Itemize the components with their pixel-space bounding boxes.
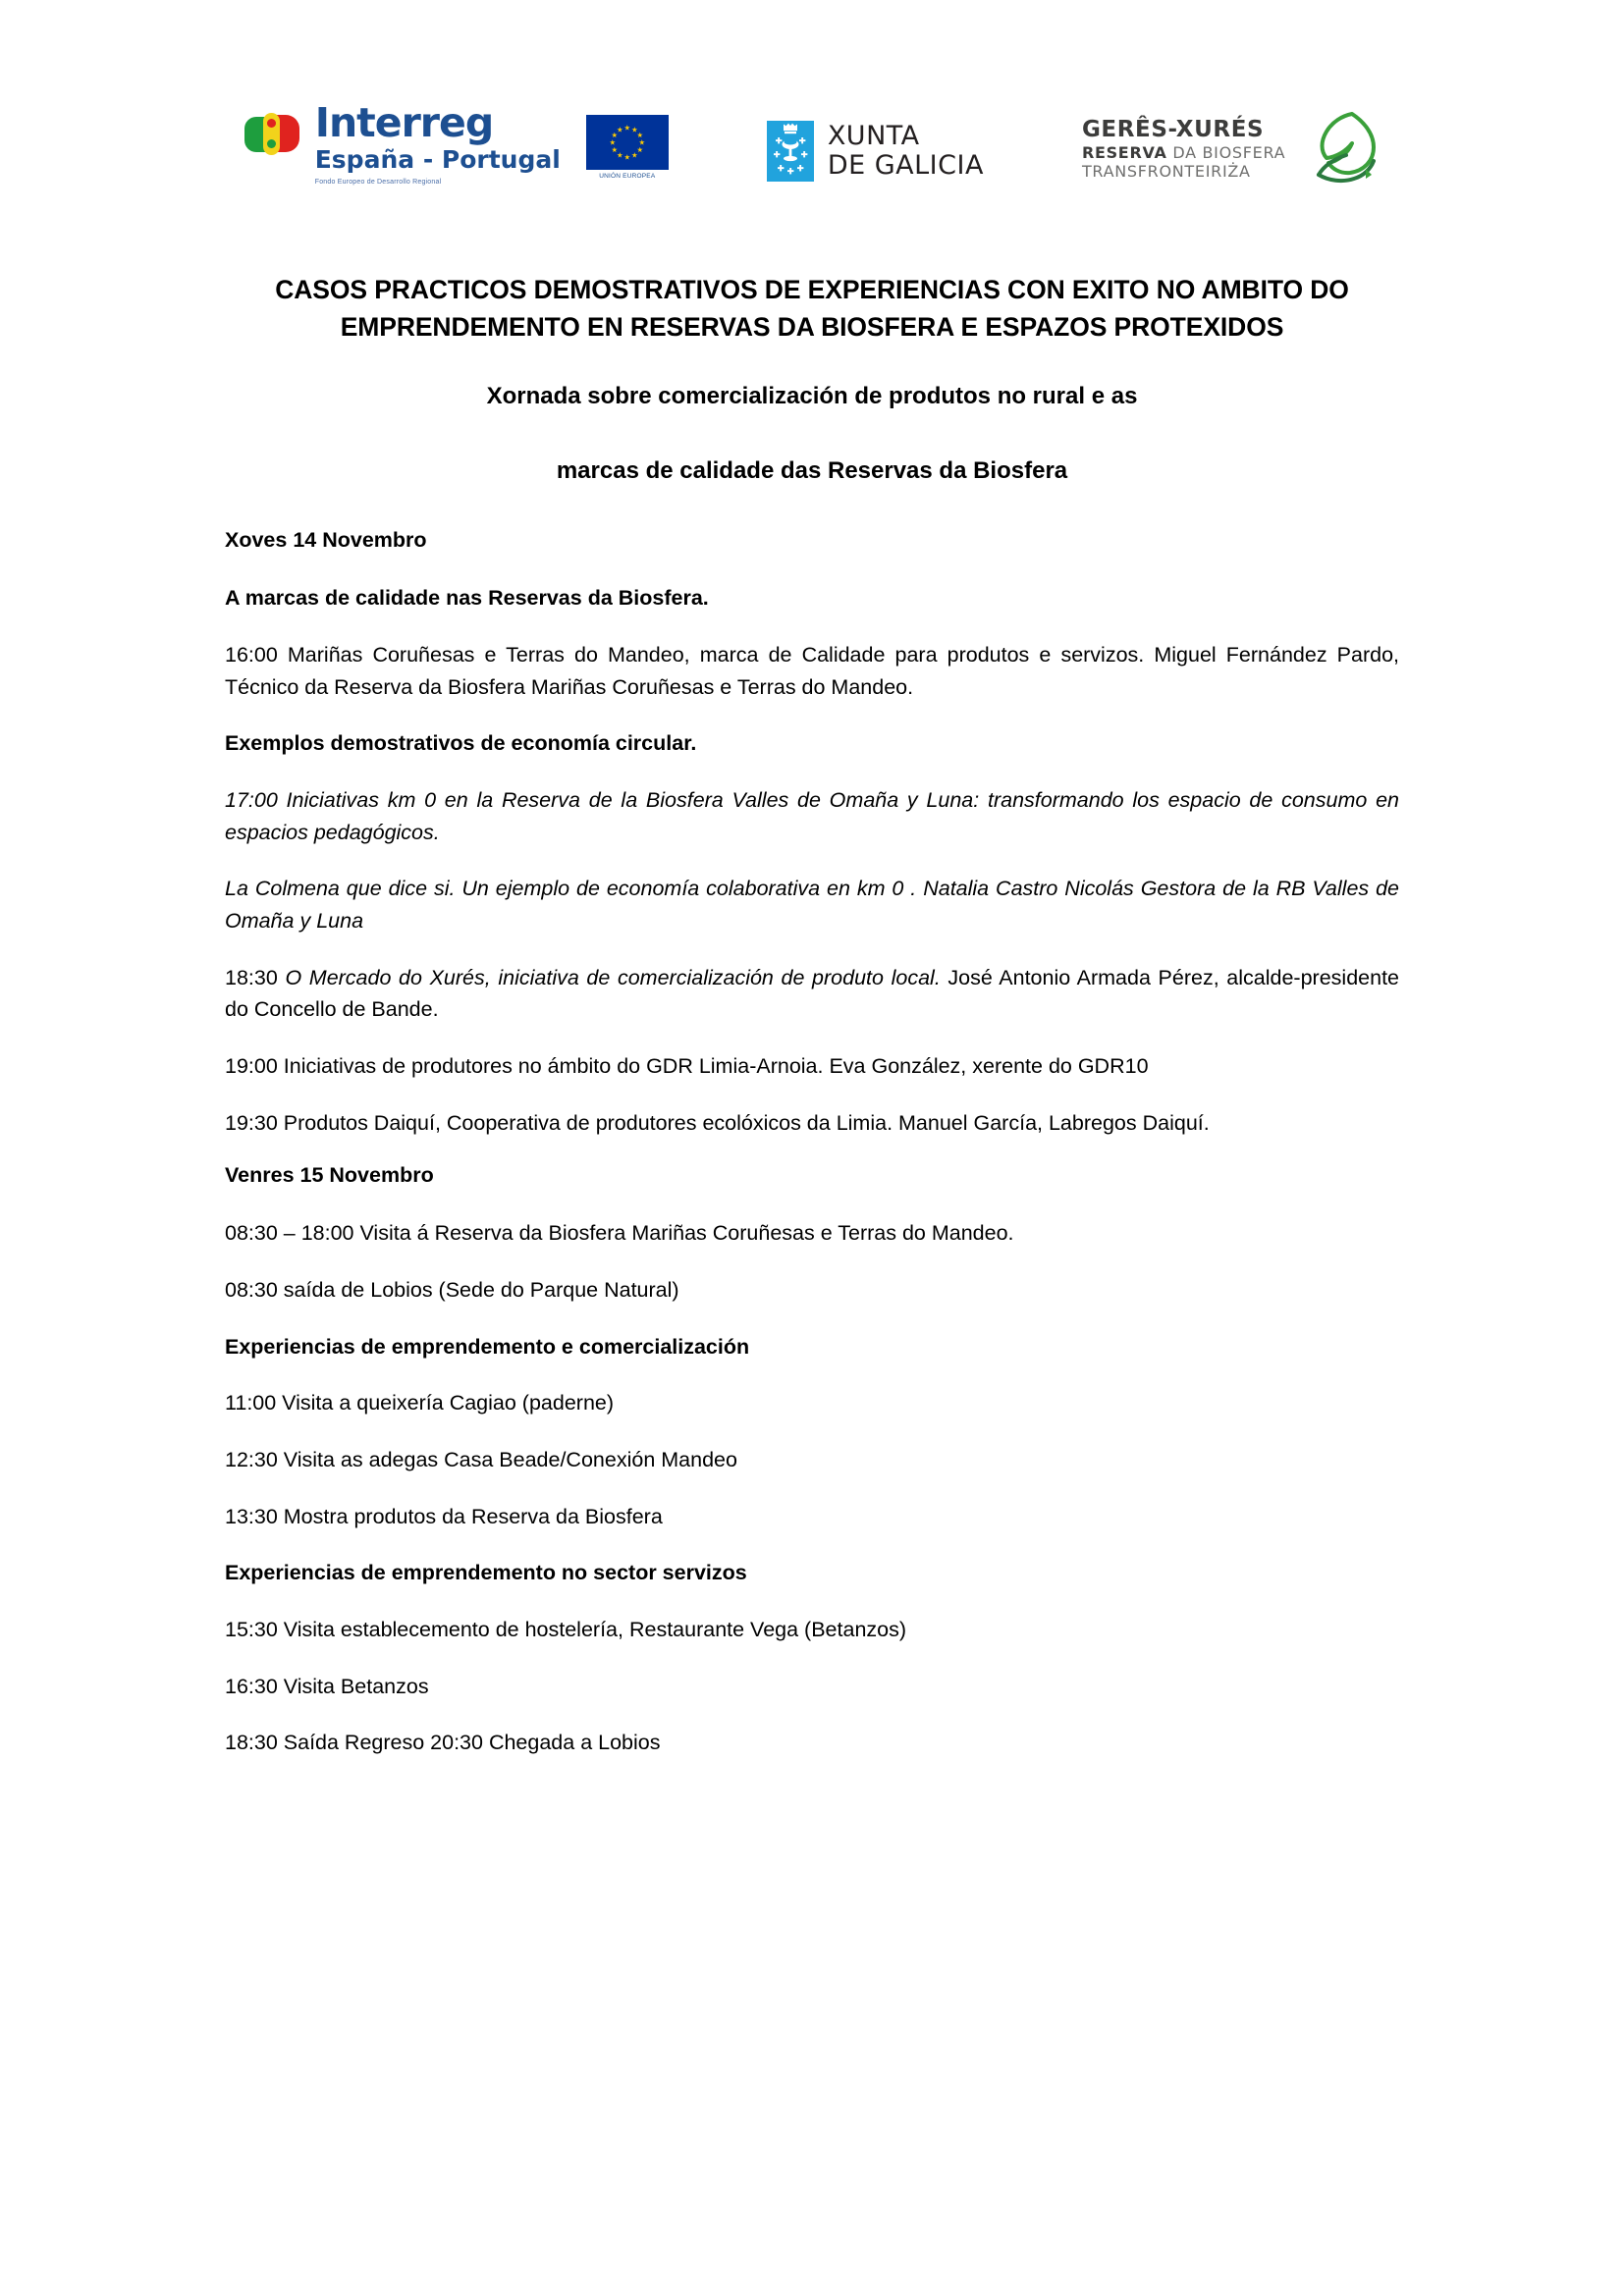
agenda-item-17-00: 17:00 Iniciativas km 0 en la Reserva de la Biosfera Valles de Omaña y Luna: transformando los espacio de consumo en espacios pedagógicos. (225, 787, 1399, 844)
day-heading-thursday: Xoves 14 Novembro (225, 528, 427, 553)
eu-star-icon (617, 152, 623, 158)
agenda-item-13-30: 13:30 Mostra produtos da Reserva da Biosfera (225, 1504, 663, 1528)
eu-star-icon (624, 125, 630, 131)
agenda-item-11-00: 11:00 Visita a queixería Cagiao (paderne) (225, 1391, 615, 1415)
section-heading-marcas: A marcas de calidade nas Reservas da Biosfera. (225, 586, 709, 611)
xunta-line1: XUNTA (827, 120, 920, 151)
agenda-item-15-30: 15:30 Visita establecemento de hostelería, Restaurante Vega (Betanzos) (225, 1618, 907, 1642)
eu-star-icon (612, 133, 618, 138)
eu-emblem (586, 115, 669, 180)
agenda-item-18-30-speaker: José Antonio Armada Pérez, alcalde-presidente do Concello de Bande. (225, 965, 1399, 1022)
agenda-item-18-30 (225, 962, 1399, 1026)
interreg-fineprint: Fondo Europeo de Desarrollo Regional (314, 178, 442, 186)
section-heading-sector-servizos: Experiencias de emprendemento no sector servizos (225, 1561, 747, 1585)
eu-star-icon (637, 133, 643, 138)
day-heading-friday: Venres 15 Novembro (225, 1163, 434, 1188)
eu-star-icon (610, 139, 616, 145)
section-heading-economia-circular: Exemplos demostrativos de economía circular. (225, 731, 697, 756)
geres-xures-logo (1082, 110, 1380, 189)
geres-line2-strong: RESERVA (1081, 142, 1167, 162)
geres-leaf-icon (1295, 110, 1380, 189)
interreg-logo (244, 99, 669, 186)
agenda-item-16-30: 16:30 Visita Betanzos (225, 1674, 429, 1698)
interreg-wordmark (314, 99, 561, 186)
geres-line2 (1082, 143, 1285, 162)
agenda-item-12-30: 12:30 Visita as adegas Casa Beade/Conexión Mandeo (225, 1448, 737, 1471)
subtitle-line-2: marcas de calidade das Reservas da Biosfera (556, 457, 1068, 485)
section-heading-emprendemento-comercializacion: Experiencias de emprendemento e comercialización (225, 1334, 750, 1359)
agenda-item-18-30-time: 18:30 (225, 965, 286, 989)
eu-star-icon (612, 147, 618, 153)
eu-star-icon (617, 127, 623, 133)
xunta-wordmark (828, 122, 984, 181)
interreg-subtitle: España - Portugal (314, 145, 561, 175)
geres-line3: TRANSFRONTEIRIŻA (1081, 161, 1251, 181)
subtitle-line-1: Xornada sobre comercialización de produtos no rural e as (486, 383, 1138, 410)
page-title: CASOS PRACTICOS DEMOSTRATIVOS DE EXPERIENCIAS CON EXITO NO AMBITO DO EMPRENDEMENTO EN RESERVAS DA BIOSFERA E ESPAZOS PROTEXIDOS (275, 275, 1349, 342)
agenda-body (225, 528, 1399, 1759)
agenda-item-19-00: 19:00 Iniciativas de produtores no ámbito do GDR Limia-Arnoia. Eva González, xerente do GDR10 (225, 1053, 1149, 1078)
agenda-item-19-30: 19:30 Produtos Daiquí, Cooperativa de produtores ecolóxicos da Limia. Manuel García, Labregos Daiquí. (225, 1110, 1210, 1135)
logo-band (225, 0, 1399, 198)
interreg-word: Interreg (314, 99, 494, 147)
agenda-item-16-00: 16:00 Mariñas Coruñesas e Terras do Mandeo, marca de Calidade para produtos e servizos. Miguel Fernández Pardo, Técnico da Reserva da Biosfera Mariñas Coruñesas e Terras do Mandeo. (225, 642, 1399, 699)
xunta-line2: DE GALICIA (827, 150, 984, 181)
eu-star-icon (631, 127, 637, 133)
geres-line2-rest: DA BIOSFERA (1166, 142, 1286, 162)
eu-caption: UNIÓN EUROPEA (599, 173, 656, 181)
agenda-item-la-colmena: La Colmena que dice si. Un ejemplo de economía colaborativa en km 0 . Natalia Castro Nicolás Gestora de la RB Valles de Omaña y Luna (225, 877, 1399, 933)
agenda-item-18-30-friday: 18:30 Saída Regreso 20:30 Chegada a Lobios (225, 1731, 661, 1755)
geres-wordmark (1082, 118, 1285, 181)
eu-star-icon (631, 152, 637, 158)
eu-star-icon (624, 154, 630, 160)
agenda-item-08-30-18-00: 08:30 – 18:00 Visita á Reserva da Biosfera Mariñas Coruñesas e Terras do Mandeo. (225, 1221, 1014, 1246)
agenda-item-18-30-title: O Mercado do Xurés, iniciativa de comercialización de produto local. (285, 965, 941, 989)
eu-flag-icon (586, 115, 669, 170)
xunta-de-galicia-logo (767, 121, 984, 182)
eu-star-icon (639, 139, 645, 145)
xunta-shield-icon (767, 121, 814, 182)
agenda-item-08-30: 08:30 saída de Lobios (Sede do Parque Natural) (225, 1277, 679, 1302)
interreg-mark-icon (244, 113, 301, 156)
eu-star-icon (637, 147, 643, 153)
geres-line1: GERÊS-XURÉS (1081, 116, 1265, 142)
